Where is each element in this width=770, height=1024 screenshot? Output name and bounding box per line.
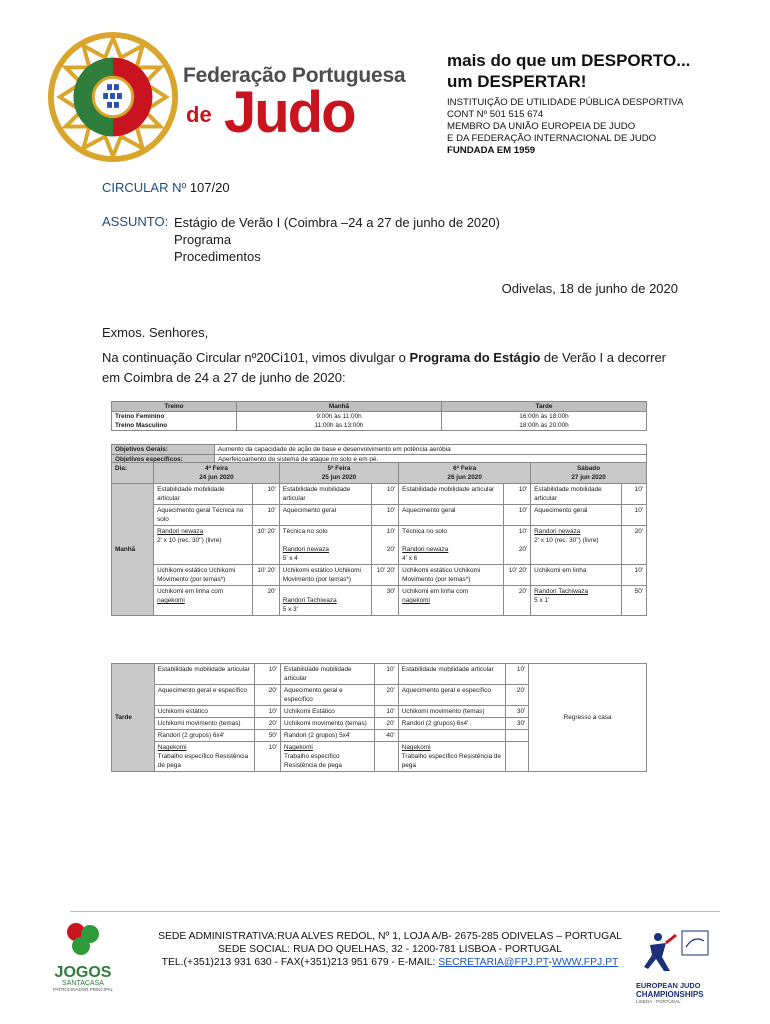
- cell: Uchikomi em linha: [531, 565, 622, 586]
- day-header: Sábado 27 jun 2020: [531, 463, 647, 484]
- cell: Aquecimento geral: [531, 505, 622, 526]
- duration: 10': [504, 505, 531, 526]
- cell: Uchikomi movimento (temas): [281, 718, 375, 730]
- cell: Randori (2 grupos) 5x4': [281, 730, 375, 742]
- r1-manha: 9:00h às 11:00h: [237, 412, 442, 422]
- cell: Nagekomi Trabalho específico Resistência de pega: [398, 742, 505, 772]
- duration: 30': [372, 586, 399, 616]
- dia-label: Dia:: [112, 463, 154, 484]
- program-afternoon-table: [111, 663, 647, 772]
- regresso: Regresso a casa: [529, 664, 647, 772]
- h-manha: Manhã: [237, 402, 442, 412]
- obj-esp-label: Objetivos específicos:: [112, 455, 215, 465]
- table-row: [112, 526, 647, 565]
- greeting: Exmos. Senhores,: [102, 325, 209, 340]
- cell: Técnica no solo Randori newaza 4' x 6: [399, 526, 504, 565]
- duration: 20': [255, 718, 281, 730]
- slogan: [447, 50, 690, 92]
- day-header: 4ª Feira 24 jun 2020: [154, 463, 280, 484]
- cell: Aquecimento geral e específico: [398, 685, 505, 706]
- cell: Nagekomi Trabalho específico Resistência de pega: [281, 742, 375, 772]
- assunto-line1: Estágio de Verão I (Coimbra –24 a 27 de junho de 2020): [174, 215, 500, 230]
- duration: 10': [253, 505, 280, 526]
- para-bold: Programa do Estágio: [409, 350, 541, 365]
- obj-gerais: Aumento da capacidade de ação de base e desenvolvimento em potência aeróbia: [215, 445, 647, 455]
- duration: 10': [372, 505, 399, 526]
- cell: Uchikomi estático Uchikomi Movimento (por temas*): [154, 565, 253, 586]
- duration: 10': [504, 484, 531, 505]
- inst-line1: INSTITUIÇÃO DE UTILIDADE PÚBLICA DESPORTIVA: [447, 97, 684, 108]
- duration: 10': [375, 664, 399, 685]
- duration: 10' 20': [504, 565, 531, 586]
- duration: [505, 742, 529, 772]
- table-row: [112, 586, 647, 616]
- h-treino: Treino: [112, 402, 237, 412]
- intro-paragraph: [102, 348, 682, 388]
- duration: 10': [255, 706, 281, 718]
- duration: 10': [255, 742, 281, 772]
- circular-ref: [102, 180, 230, 195]
- para-pre: Na continuação Circular nº20Ci101, vimos divulgar o: [102, 350, 410, 365]
- cell: Estabilidade mobilidade articular: [399, 484, 504, 505]
- footer-contacts: TEL.(+351)213 931 630 - FAX(+351)213 951 679 - E-MAIL:: [161, 957, 439, 968]
- manha-label: Manhã: [112, 484, 154, 616]
- footer-line1: SEDE ADMINISTRATIVA:RUA ALVES REDOL, Nº 1, LOJA A/B- 2675-285 ODIVELAS – PORTUGAL: [158, 931, 622, 942]
- day-header: 6ª Feira 26 jun 2020: [399, 463, 531, 484]
- footer-address: [130, 930, 650, 969]
- judoka-icon: [636, 927, 722, 977]
- separator: -: [548, 957, 553, 968]
- cell: Uchikomi estático Uchikomi Movimento (por temas*): [279, 565, 372, 586]
- table-row: [112, 484, 647, 505]
- duration: 10': [375, 706, 399, 718]
- slogan-line1: mais do que um DESPORTO...: [447, 51, 691, 70]
- duration: [505, 730, 529, 742]
- table-row: [112, 664, 647, 685]
- jogos-sub: SANTACASA: [62, 980, 104, 987]
- r1-tarde: 16:00h às 18:00h: [442, 412, 647, 422]
- duration: 20': [255, 685, 281, 706]
- cell: Randori (2 grupos) 6x4': [154, 730, 255, 742]
- duration: 20': [253, 586, 280, 616]
- assunto-text: [174, 214, 500, 265]
- inst-line5: FUNDADA EM 1959: [447, 145, 536, 156]
- cell: Uchikomi Estático: [281, 706, 375, 718]
- duration: 20': [375, 685, 399, 706]
- inst-line3: MEMBRO DA UNIÃO EUROPEIA DE JUDO: [447, 121, 636, 132]
- day-header: 5ª Feira 25 jun 2020: [279, 463, 398, 484]
- footer-line2: SEDE SOCIAL: RUA DO QUELHAS, 32 - 1200-781 LISBOA - PORTUGAL: [218, 944, 562, 955]
- duration: 50': [255, 730, 281, 742]
- schedule-table: [111, 401, 647, 431]
- email-link[interactable]: SECRETARIA@FPJ.PT: [438, 957, 549, 968]
- cell: Uchikomi movimento (temas): [154, 718, 255, 730]
- logo-de: de: [186, 102, 212, 127]
- institution-info: [447, 97, 683, 157]
- clover-icon: [48, 920, 118, 960]
- jogos-name: JOGOS: [54, 964, 112, 981]
- duration: 20': [504, 586, 531, 616]
- jogos-tag: PATROCINADOR PRINCIPAL: [52, 987, 114, 992]
- cell: Uchikomi em linha com nagekomi: [399, 586, 504, 616]
- tarde-label: Tarde: [112, 664, 155, 772]
- cell: Estabilidade mobilidade articular: [398, 664, 505, 685]
- cell: Aquecimento geral: [399, 505, 504, 526]
- cell: Uchikomi em linha com nagekomi: [154, 586, 253, 616]
- cell: Aquecimento geral e específico: [154, 685, 255, 706]
- duration: 40': [375, 730, 399, 742]
- duration: 10' 20': [372, 526, 399, 565]
- website-link[interactable]: WWW.FPJ.PT: [552, 957, 619, 968]
- cell: Estabilidade mobilidade articular: [281, 664, 375, 685]
- duration: 10' 20': [372, 565, 399, 586]
- cell: Aquecimento geral Técnica no solo: [154, 505, 253, 526]
- duration: 30': [505, 706, 529, 718]
- assunto-line3: Procedimentos: [174, 249, 261, 264]
- assunto-label: ASSUNTO:: [102, 214, 169, 229]
- r2-label: Treino Masculino: [112, 421, 237, 431]
- duration: 10': [621, 565, 646, 586]
- cell: Estabilidade mobilidade articular: [154, 664, 255, 685]
- r2-tarde: 18:00h às 20:00h: [442, 421, 647, 431]
- footer-line3: [130, 956, 650, 969]
- obj-esp: Aperfeiçoamento do sistema de ataque no solo e em pé.: [215, 455, 647, 465]
- duration: 10': [621, 484, 646, 505]
- euro-line2: CHAMPIONSHIPS: [636, 990, 704, 999]
- duration: 30': [505, 718, 529, 730]
- para-post: de Verão I a decorrer em Coimbra de 24 a 27 de junho de 2020:: [102, 350, 667, 385]
- duration: 50': [621, 586, 646, 616]
- fpj-logo: [44, 28, 182, 166]
- r1-label: Treino Feminino: [112, 412, 237, 422]
- inst-line2: CONT Nº 501 515 674: [447, 109, 544, 120]
- cell: Uchikomi movimento (temas): [398, 706, 505, 718]
- cell: Nagekomi Trabalho específico Resistência de pega: [154, 742, 255, 772]
- federation-name: Federação Portuguesa: [183, 64, 406, 87]
- duration: 10': [621, 505, 646, 526]
- jogos-santacasa-logo: [48, 920, 118, 1000]
- duration: 10': [255, 664, 281, 685]
- duration: 10': [505, 664, 529, 685]
- duration: 20': [375, 718, 399, 730]
- euro-line3: LISBOA · PORTUGAL: [636, 999, 681, 1004]
- cell: Randori Tachiwaza 5 x 1': [531, 586, 622, 616]
- obj-gerais-label: Objetivos Gerais:: [112, 445, 215, 455]
- slogan-line2: um DESPERTAR!: [447, 72, 587, 91]
- duration: 10' 20': [253, 526, 280, 565]
- cell: Uchikomi estático: [154, 706, 255, 718]
- duration: 20': [621, 526, 646, 565]
- assunto-line2: Programa: [174, 232, 232, 247]
- circular-label: CIRCULAR Nº: [102, 180, 187, 195]
- duration: 10': [253, 484, 280, 505]
- cell: Randori Tachiwaza 5 x 3': [279, 586, 372, 616]
- euro-line1: EUROPEAN JUDO: [636, 981, 701, 990]
- cell: Estabilidade mobilidade articular: [154, 484, 253, 505]
- inst-line4: E DA FEDERAÇÃO INTERNACIONAL DE JUDO: [447, 133, 657, 144]
- cell: Técnica no solo Randori newaza 5' x 4: [279, 526, 372, 565]
- cell: Aquecimento geral e específico: [281, 685, 375, 706]
- cell: Randori newaza 2' x 10 (rec. 30'') (livre): [531, 526, 622, 565]
- cell: Randori (2 grupos) 6x4': [398, 718, 505, 730]
- duration: [375, 742, 399, 772]
- place-date: Odivelas, 18 de junho de 2020: [501, 281, 678, 296]
- r2-manha: 11:00h às 13:00h: [237, 421, 442, 431]
- cell: Estabilidade mobilidade articular: [279, 484, 372, 505]
- duration: 10' 20': [253, 565, 280, 586]
- logo-judo: Judo: [224, 80, 355, 145]
- program-morning-table: [111, 462, 647, 616]
- cell: Uchikomi estático Uchikomi Movimento (por temas*): [399, 565, 504, 586]
- cell: Randori newaza 2' x 10 (rec. 30'') (livre): [154, 526, 253, 565]
- duration: 10' 20': [504, 526, 531, 565]
- european-championships-logo: [636, 927, 722, 1005]
- footer-divider: [70, 911, 720, 912]
- cell: Aquecimento geral: [279, 505, 372, 526]
- cell: [398, 730, 505, 742]
- table-row: [112, 505, 647, 526]
- table-row: [112, 565, 647, 586]
- circular-number: 107/20: [189, 180, 230, 195]
- cell: Estabilidade mobilidade articular: [531, 484, 622, 505]
- duration: 10': [372, 484, 399, 505]
- h-tarde: Tarde: [442, 402, 647, 412]
- duration: 20': [505, 685, 529, 706]
